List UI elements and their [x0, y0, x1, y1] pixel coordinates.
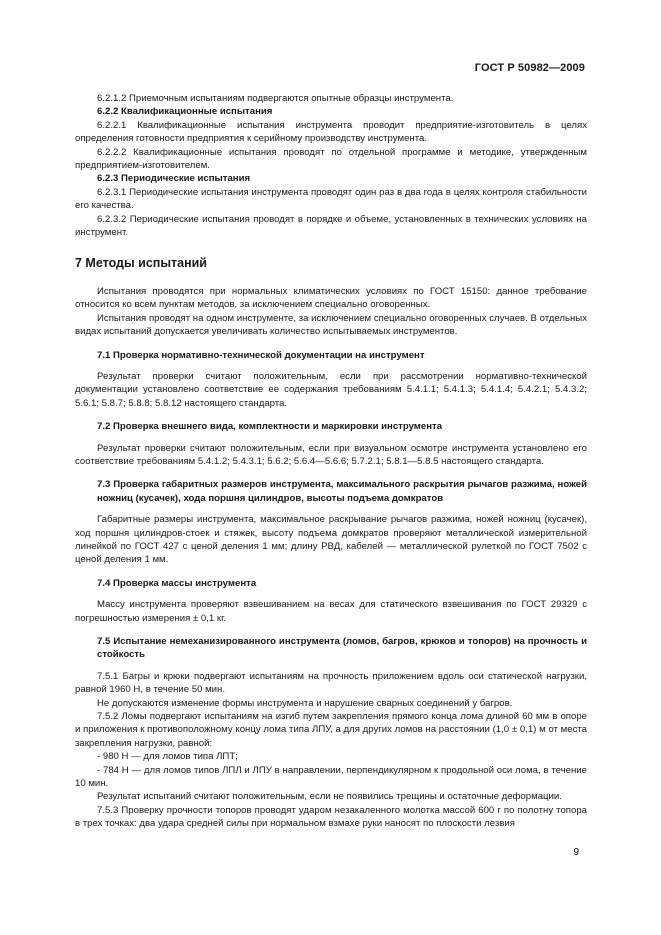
paragraph-7-2: Результат проверки считают положительным, если при визуальном осмотре инструмента установлено его соответствие требованиям 5.4.1.2; 5.4.3.1; 5.6.2; 5.6.4—5.6.6; 5.7.2.1; 5.8.1—5.8.5 настоящего стандарта.: [75, 442, 587, 467]
heading-6-2-2: 6.2.2 Квалификационные испытания: [97, 106, 273, 118]
paragraph-7-5-1: 7.5.1 Багры и крюки подвергают испытаниям на прочность приложением вдоль оси статической нагрузки, равной 1960 Н, в течение 50 мин.: [75, 670, 587, 696]
list-item-load-lpt: - 980 Н — для ломов типа ЛПТ;: [97, 751, 238, 763]
heading-7-3: 7.3 Проверка габаритных размеров инструмента, максимального раскрытия рычагов разжима, ножей ножниц (кусачек), хода поршня цилиндров, высоты подъема домкратов: [97, 479, 587, 504]
paragraph-7-intro-1: Испытания проводятся при нормальных климатических условиях по ГОСТ 15150: данное требование относится ко всем пунктам методов, за исключением специально оговоренных.: [75, 285, 587, 311]
section-7-title: 7 Методы испытаний: [75, 256, 207, 271]
paragraph-7-4: Массу инструмента проверяют взвешиванием на весах для статического взвешивания по ГОСТ 29329 с погрешностью измерения ± 0,1 кг.: [75, 599, 587, 624]
paragraph-6-2-3-2: 6.2.3.2 Периодические испытания проводят в порядке и объеме, установленных в технических условиях на инструмент.: [75, 213, 587, 239]
page-number: 9: [573, 847, 579, 858]
heading-7-1: 7.1 Проверка нормативно-технической документации на инструмент: [97, 349, 425, 361]
paragraph-7-5-3: 7.5.3 Проверку прочности топоров проводят ударом незакаленного молотка массой 600 г по полотну топора в трех точках: два удара средней силы при нормальном взмахе руки наносят по плоскости лезвия: [75, 804, 587, 830]
heading-7-4: 7.4 Проверка массы инструмента: [97, 577, 257, 589]
paragraph-7-intro-2: Испытания проводят на одном инструменте, за исключением специально оговоренных случаев. В отдельных видах испытаний допускается увеличивать количество испытываемых инструментов.: [75, 312, 587, 338]
heading-7-2: 7.2 Проверка внешнего вида, комплектности и маркировки инструмента: [97, 421, 443, 433]
paragraph-7-5-2: 7.5.2 Ломы подвергают испытаниям на изгиб путем закрепления прямого конца лома длиной 60 мм в опоре и приложения к противоположному концу лома типа ЛПУ, а для других ломов на расстоянии (1,0 ± 0,1) м от места закрепления нагрузки, равной:: [75, 711, 587, 749]
heading-7-5: 7.5 Испытание немеханизированного инструмента (ломов, багров, крюков и топоров) на прочность и стойкость: [97, 636, 587, 661]
paragraph-7-1: Результат проверки считают положительным, если при рассмотрении нормативно-технической документации установлено соответствие ее содержания требованиям 5.4.1.1; 5.4.1.3; 5.4.1.4; 5.4.2.1; 5.4.3.2; 5.6.1; 5.8.7; 5.8.8; 5.8.12 настоящего стандарта.: [75, 370, 587, 409]
heading-6-2-3: 6.2.3 Периодические испытания: [97, 173, 251, 185]
paragraph-7-3: Габаритные размеры инструмента, максимальное раскрывание рычагов разжима, ножей ножниц (кусачек), ход поршня цилиндров-стоек и стяжек, высоту подъема домкратов проверяют металлической измерительной линейкой по ГОСТ 427 с ценой деления 1 мм; длину РВД, кабелей — металлической рулеткой по ГОСТ 7502 с ценой деления 1 мм.: [75, 514, 587, 566]
page-content: [75, 92, 587, 831]
paragraph-7-5-1-note: Не допускаются изменение формы инструмента и нарушение сварных соединений у багров.: [97, 697, 513, 709]
list-item-load-lpl-lpu: - 784 Н — для ломов типов ЛПЛ и ЛПУ в направлении, перпендикулярном к продольной оси лома, в течение 10 мин.: [75, 764, 587, 790]
paragraph-6-2-1-2: 6.2.1.2 Приемочным испытаниям подвергаются опытные образцы инструмента.: [97, 93, 454, 104]
standard-header: ГОСТ Р 50982—2009: [474, 62, 585, 74]
paragraph-6-2-3-1: 6.2.3.1 Периодические испытания инструмента проводят один раз в два года в целях контроля стабильности его качества.: [75, 186, 587, 212]
paragraph-6-2-2-1: 6.2.2.1 Квалификационные испытания инструмента проводит предприятие-изготовитель в целях определения готовности предприятия к серийному производству инструмента.: [75, 119, 587, 145]
paragraph-6-2-2-2: 6.2.2.2 Квалификационные испытания проводят по отдельной программе и методике, утвержденным предприятием-изготовителем.: [75, 146, 587, 172]
paragraph-7-5-2-result: Результат испытаний считают положительным, если не появились трещины и остаточные деформации.: [97, 791, 562, 803]
